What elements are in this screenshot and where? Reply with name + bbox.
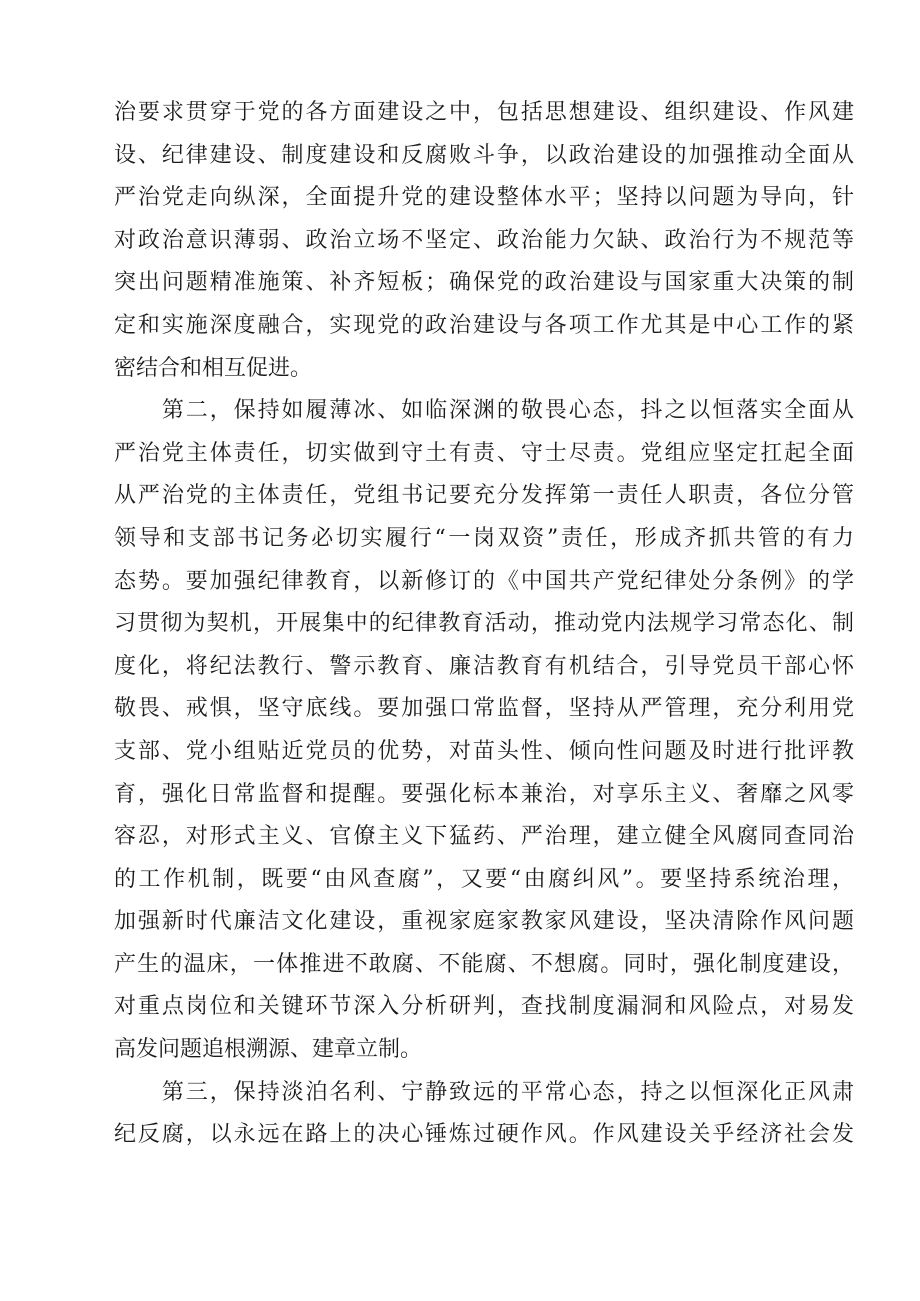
text-line: 的工作机制，既要“由风查腐”，又要“由腐纠风”。要坚持系统治理，: [114, 866, 854, 892]
text-line: 容忍，对形式主义、官僚主义下猛药、严治理，建立健全风腐同查同治: [114, 824, 854, 850]
text-line: 治要求贯穿于党的各方面建设之中，包括思想建设、组织建设、作风建: [114, 100, 854, 125]
text-line: 从严治党的主体责任，党组书记要充分发挥第一责任人职责，各位分管: [114, 483, 854, 509]
text-line: 第二，保持如履薄冰、如临深渊的敬畏心态，抖之以恒落实全面从: [114, 398, 854, 424]
text-line: 严治党主体责任，切实做到守土有责、守士尽责。党组应坚定扛起全面: [114, 440, 854, 466]
text-line: 度化，将纪法教行、警示教育、廉洁教育有机结合，引导党员干部心怀: [114, 653, 854, 679]
paragraph-1: [114, 92, 854, 390]
text-line: 高发问题追根溯源、建章立制。: [114, 1037, 423, 1063]
text-line: 态势。要加强纪律教育，以新修订的《中国共产党纪律处分条例》的学: [114, 568, 854, 594]
text-line: 敬畏、戒惧，坚守底线。要加强口常监督，坚持从严管理，充分利用党: [114, 696, 854, 722]
paragraph-3: [114, 1072, 854, 1157]
text-line: 突出问题精准施策、补齐短板；确保党的政治建设与国家重大决策的制: [114, 270, 854, 296]
document-body: [114, 92, 854, 1157]
text-line: 密结合和相互促进。: [114, 355, 313, 381]
text-line: 对政治意识薄弱、政治立场不坚定、政治能力欠缺、政治行为不规范等: [114, 227, 854, 253]
text-line: 严治党走向纵深，全面提升党的建设整体水平；坚持以问题为导向，针: [114, 185, 854, 211]
text-line: 设、纪律建设、制度建设和反腐败斗争，以政治建设的加强推动全面从: [114, 142, 854, 168]
text-line: 纪反腐，以永远在路上的决心锤炼过硬作风。作风建设关乎经济社会发: [114, 1122, 854, 1148]
text-line: 第三，保持淡泊名利、宁静致远的平常心态，持之以恒深化正风肃: [114, 1079, 854, 1105]
text-line: 习贯彻为契机，开展集中的纪律教育活动，推动党内法规学习常态化、制: [114, 611, 854, 637]
text-line: 育，强化日常监督和提醒。要强化标本兼治，对享乐主义、奢靡之风零: [114, 781, 854, 807]
text-line: 对重点岗位和关键环节深入分析研判，查找制度漏洞和风险点，对易发: [114, 994, 854, 1020]
text-line: 加强新时代廉洁文化建设，重视家庭家教家风建设，坚决清除作风问题: [114, 909, 854, 935]
paragraph-2: [114, 390, 854, 1072]
text-line: 产生的温床，一体推进不敢腐、不能腐、不想腐。同时，强化制度建设，: [114, 951, 854, 977]
text-line: 支部、党小组贴近党员的优势，对苗头性、倾向性问题及时进行批评教: [114, 738, 854, 764]
text-line: 定和实施深度融合，实现党的政治建设与各项工作尤其是中心工作的紧: [114, 312, 854, 338]
text-line: 领导和支部书记务必切实履行“一岗双资”责任，形成齐抓共管的有力: [114, 525, 854, 551]
